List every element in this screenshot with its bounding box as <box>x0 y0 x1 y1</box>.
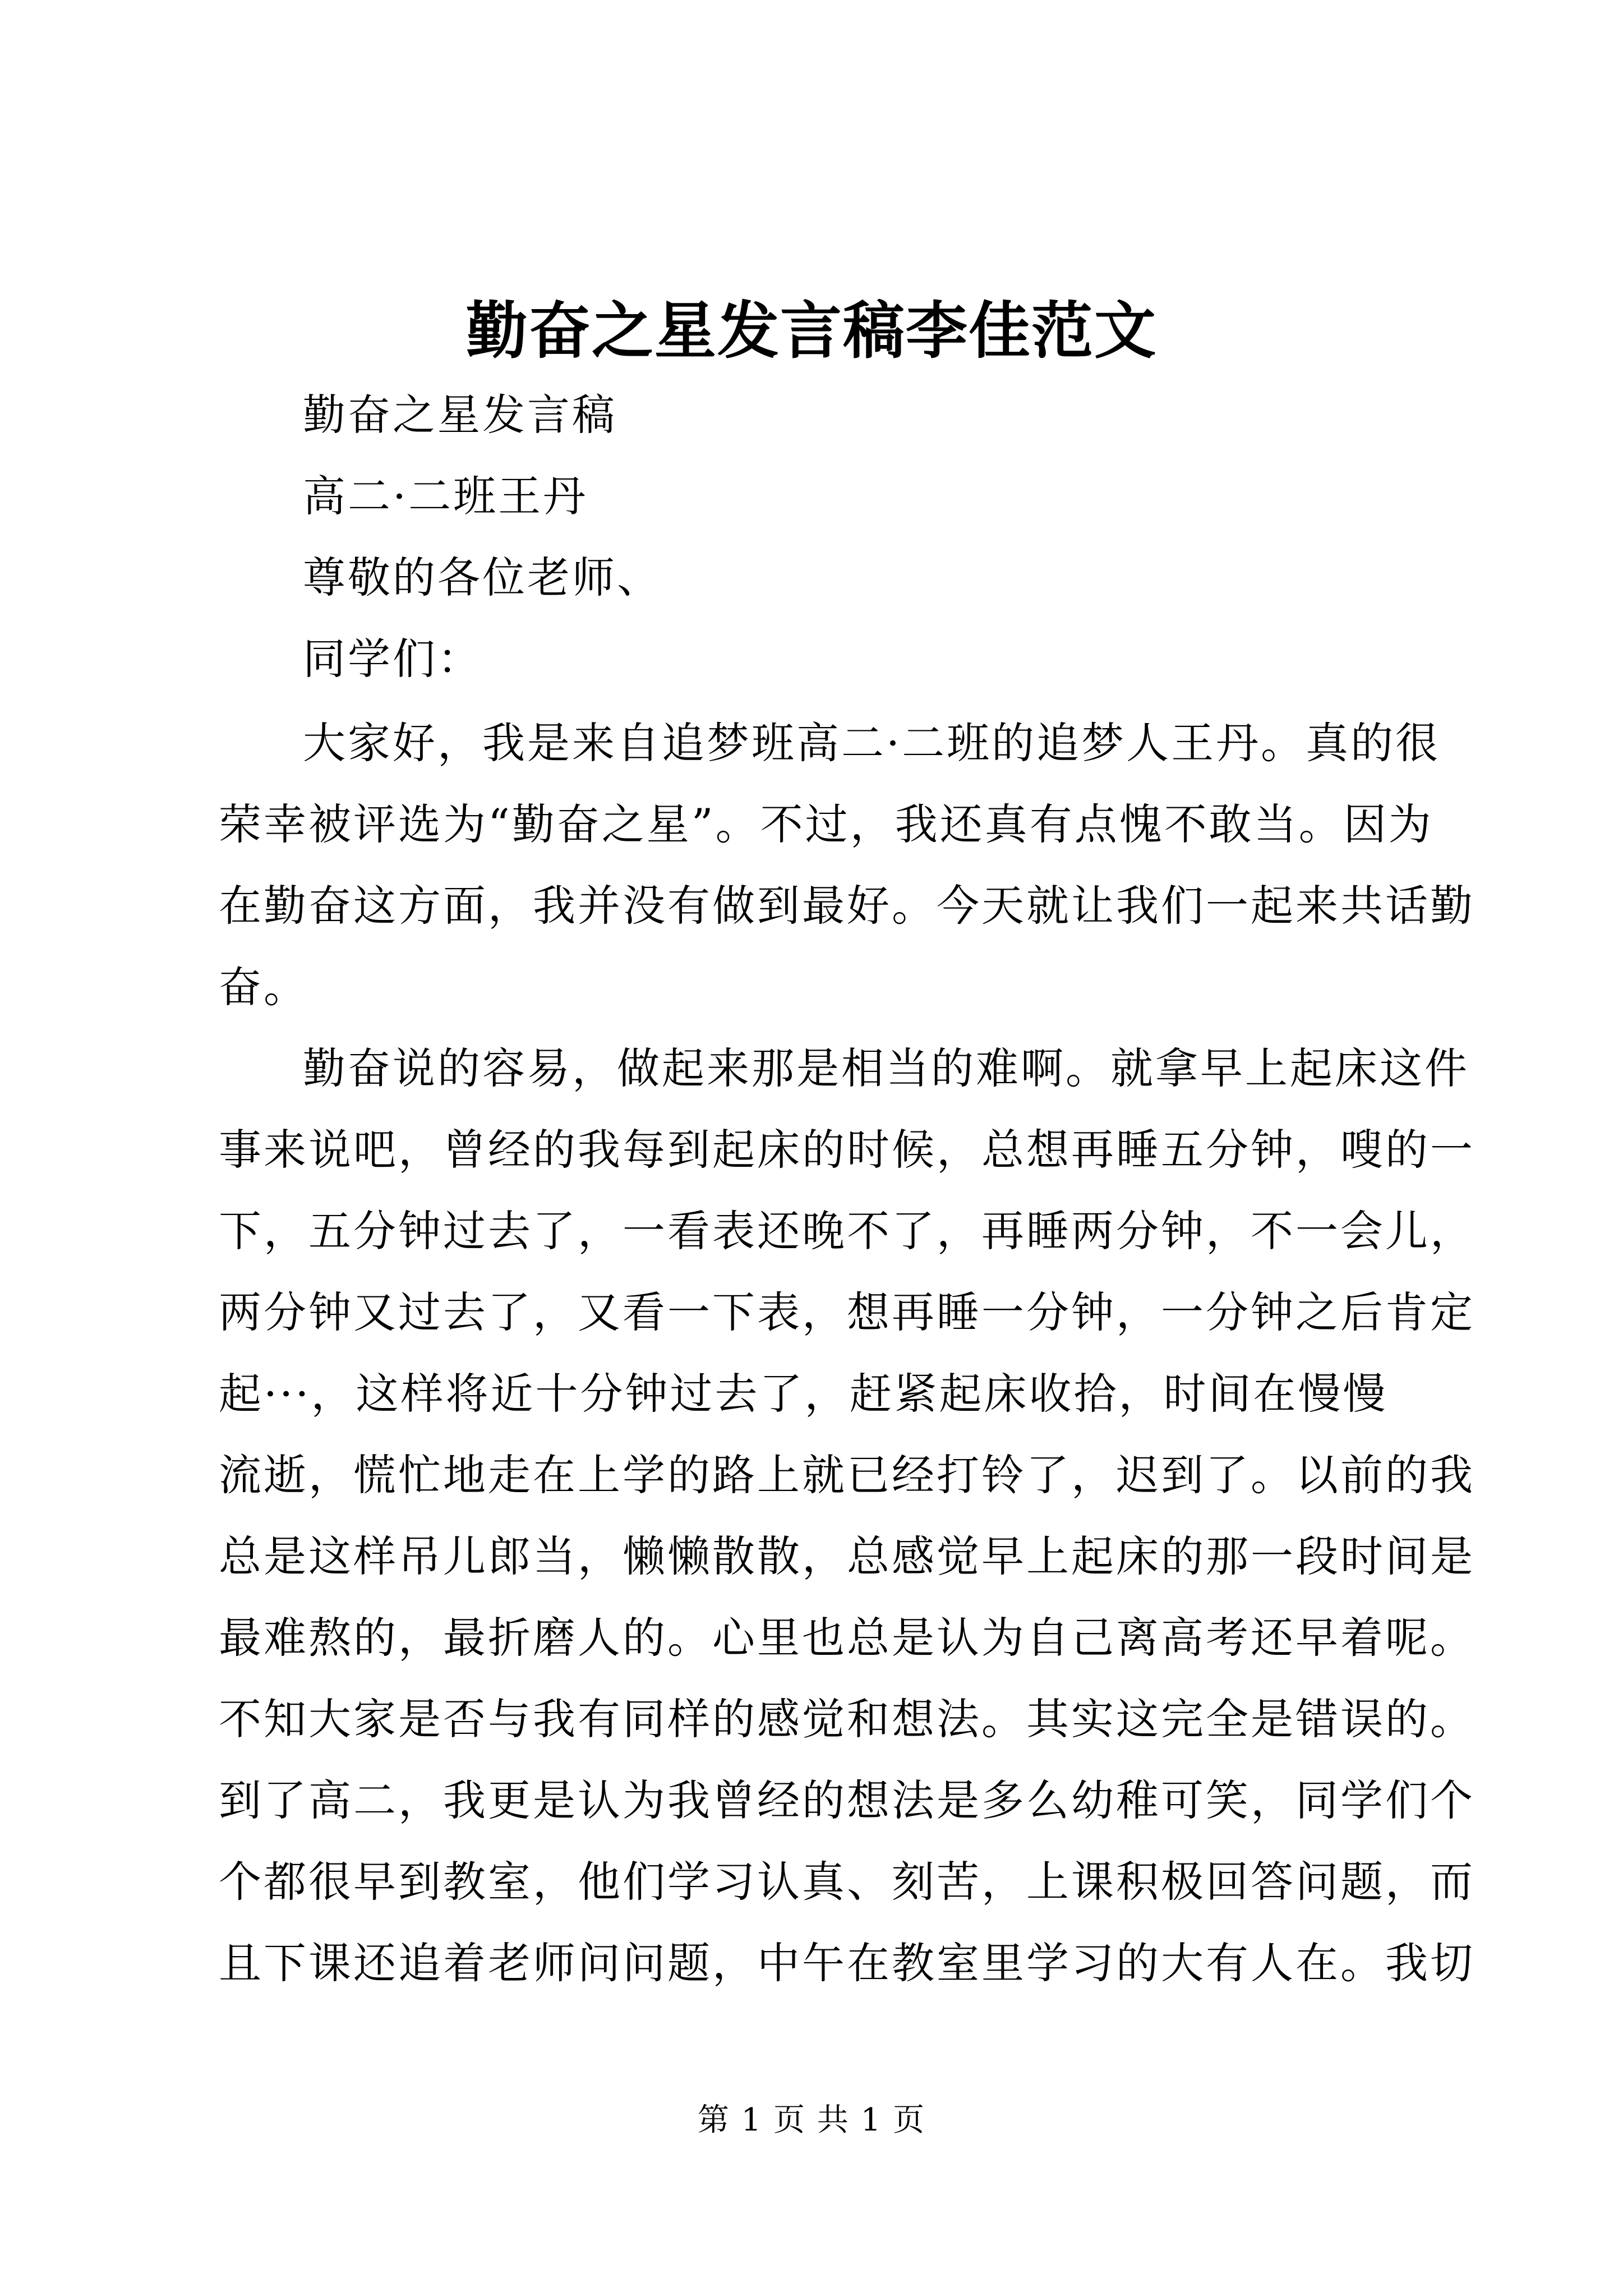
paragraph-line: 且下课还追着老师问问题，中午在教室里学习的大有人在。我切 <box>219 1938 1475 1988</box>
paragraph-line: 在勤奋这方面，我并没有做到最好。今天就让我们一起来共话勤 <box>219 881 1475 931</box>
paragraph-line: 荣幸被评选为“勤奋之星”。不过，我还真有点愧不敢当。因为 <box>219 799 1433 849</box>
paragraph-line: 流逝，慌忙地走在上学的路上就已经打铃了，迟到了。以前的我 <box>219 1450 1475 1500</box>
paragraph-line: 个都很早到教室，他们学习认真、刻苦，上课积极回答问题，而 <box>219 1857 1475 1907</box>
document-title: 勤奋之星发言稿李佳范文 <box>466 295 1157 367</box>
paragraph-line: 起···，这样将近十分钟过去了，赶紧起床收拾，时间在慢慢 <box>219 1369 1388 1419</box>
paragraph-line: 总是这样吊儿郎当，懒懒散散，总感觉早上起床的那一段时间是 <box>219 1531 1475 1581</box>
header-line-4: 同学们： <box>303 634 482 684</box>
header-line-2: 高二·二班王丹 <box>303 471 588 521</box>
paragraph-line: 最难熬的，最折磨人的。心里也总是认为自己离高考还早着呢。 <box>219 1613 1475 1663</box>
header-line-3: 尊敬的各位老师、 <box>303 553 662 602</box>
header-line-1: 勤奋之星发言稿 <box>303 390 617 440</box>
paragraph-line: 下，五分钟过去了，一看表还晚不了，再睡两分钟，不一会儿， <box>219 1206 1475 1256</box>
paragraph-line: 到了高二，我更是认为我曾经的想法是多么幼稚可笑，同学们个 <box>219 1775 1475 1825</box>
paragraph-line: 勤奋说的容易，做起来那是相当的难啊。就拿早上起床这件 <box>303 1043 1469 1093</box>
page-footer: 第 1 页 共 1 页 <box>697 2102 926 2138</box>
paragraph-line: 事来说吧，曾经的我每到起床的时候，总想再睡五分钟，嗖的一 <box>219 1125 1475 1175</box>
paragraph-line: 两分钟又过去了，又看一下表，想再睡一分钟，一分钟之后肯定 <box>219 1287 1475 1337</box>
paragraph-line: 不知大家是否与我有同样的感觉和想法。其实这完全是错误的。 <box>219 1694 1475 1744</box>
paragraph-line: 大家好，我是来自追梦班高二·二班的追梦人王丹。真的很 <box>303 718 1441 768</box>
paragraph-line: 奋。 <box>219 962 308 1012</box>
